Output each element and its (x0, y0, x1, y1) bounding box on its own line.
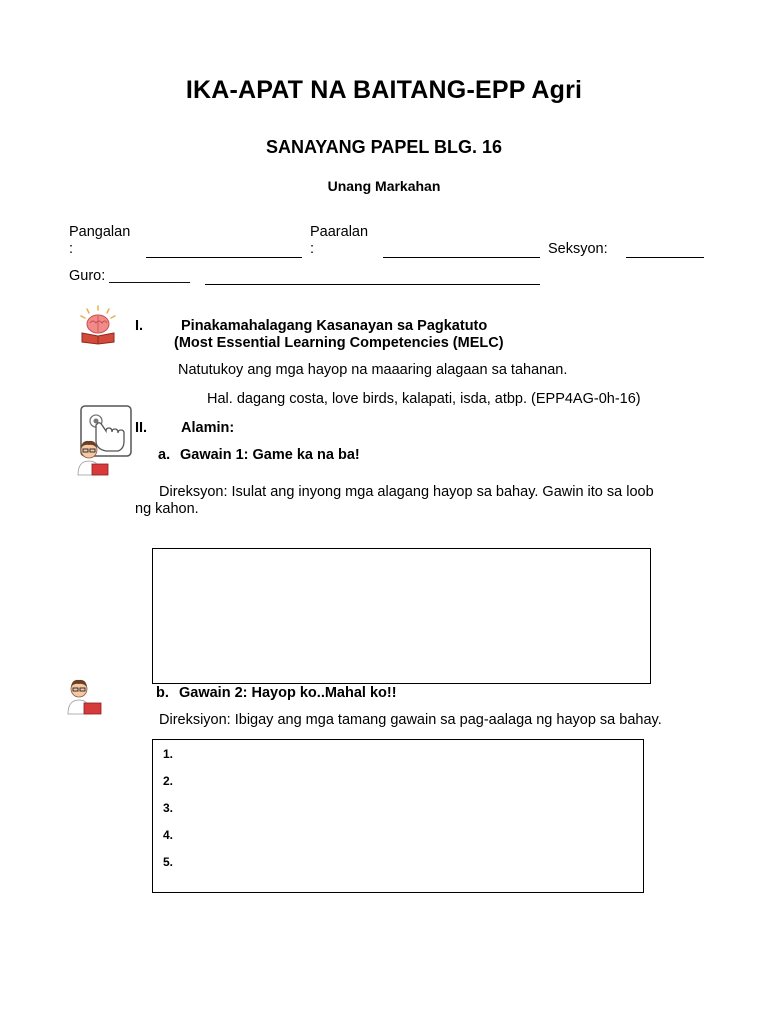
guro-label: Guro: __________ (69, 268, 190, 284)
section1-heading-en: (Most Essential Learning Competencies (MELC) (174, 335, 504, 351)
document-subtitle: SANAYANG PAPEL BLG. 16 (265, 137, 503, 157)
section2-roman: II. (135, 420, 148, 436)
list-item: 1. (163, 747, 174, 761)
list-item: 4. (163, 828, 174, 842)
seksyon-blank[interactable] (626, 257, 704, 258)
student-laptop-icon (63, 676, 103, 716)
competency-example: Hal. dagang costa, love birds, kalapati, isda, atbp. (EPP4AG-0h-16) (207, 391, 641, 407)
list-item: 5. (163, 855, 174, 869)
list-item: 3. (163, 801, 174, 815)
student-laptop-icon (74, 437, 110, 477)
competency-text: Natutukoy ang mga hayop na maaaring alagaan sa tahanan. (178, 362, 568, 378)
pangalan-label: Pangalan (69, 224, 131, 240)
document-title: IKA-APAT NA BAITANG-EPP Agri (185, 76, 583, 104)
activity-a-direction-line2: ng kahon. (135, 501, 199, 517)
activity-b-title: Gawain 2: Hayop ko..Mahal ko!! (179, 685, 397, 701)
activity-b-direction: Direksiyon: Ibigay ang mga tamang gawain sa pag-aalaga ng hayop sa bahay. (159, 712, 662, 728)
answer-box-activity-a[interactable] (152, 548, 651, 684)
seksyon-label: Seksyon: (548, 241, 608, 257)
activity-a-letter: a. (158, 447, 171, 463)
brain-book-icon (78, 305, 118, 345)
section1-heading: Pinakamahalagang Kasanayan sa Pagkatuto (181, 318, 488, 334)
pangalan-blank[interactable] (146, 257, 302, 258)
quarter-label: Unang Markahan (327, 178, 441, 194)
activity-b-letter: b. (156, 685, 169, 701)
answer-box-activity-b[interactable] (152, 739, 644, 893)
paaralan-blank[interactable] (383, 257, 540, 258)
list-item: 2. (163, 774, 174, 788)
paaralan-colon: : (310, 241, 315, 257)
paaralan-label: Paaralan (310, 224, 369, 240)
activity-a-title: Gawain 1: Game ka na ba! (180, 447, 360, 463)
section2-heading: Alamin: (181, 420, 235, 436)
guro-blank[interactable] (205, 284, 540, 285)
section1-roman: I. (135, 318, 144, 334)
activity-a-direction-line1: Direksyon: Isulat ang inyong mga alagang hayop sa bahay. Gawin ito sa loob (159, 484, 654, 500)
pangalan-colon: : (69, 241, 74, 257)
